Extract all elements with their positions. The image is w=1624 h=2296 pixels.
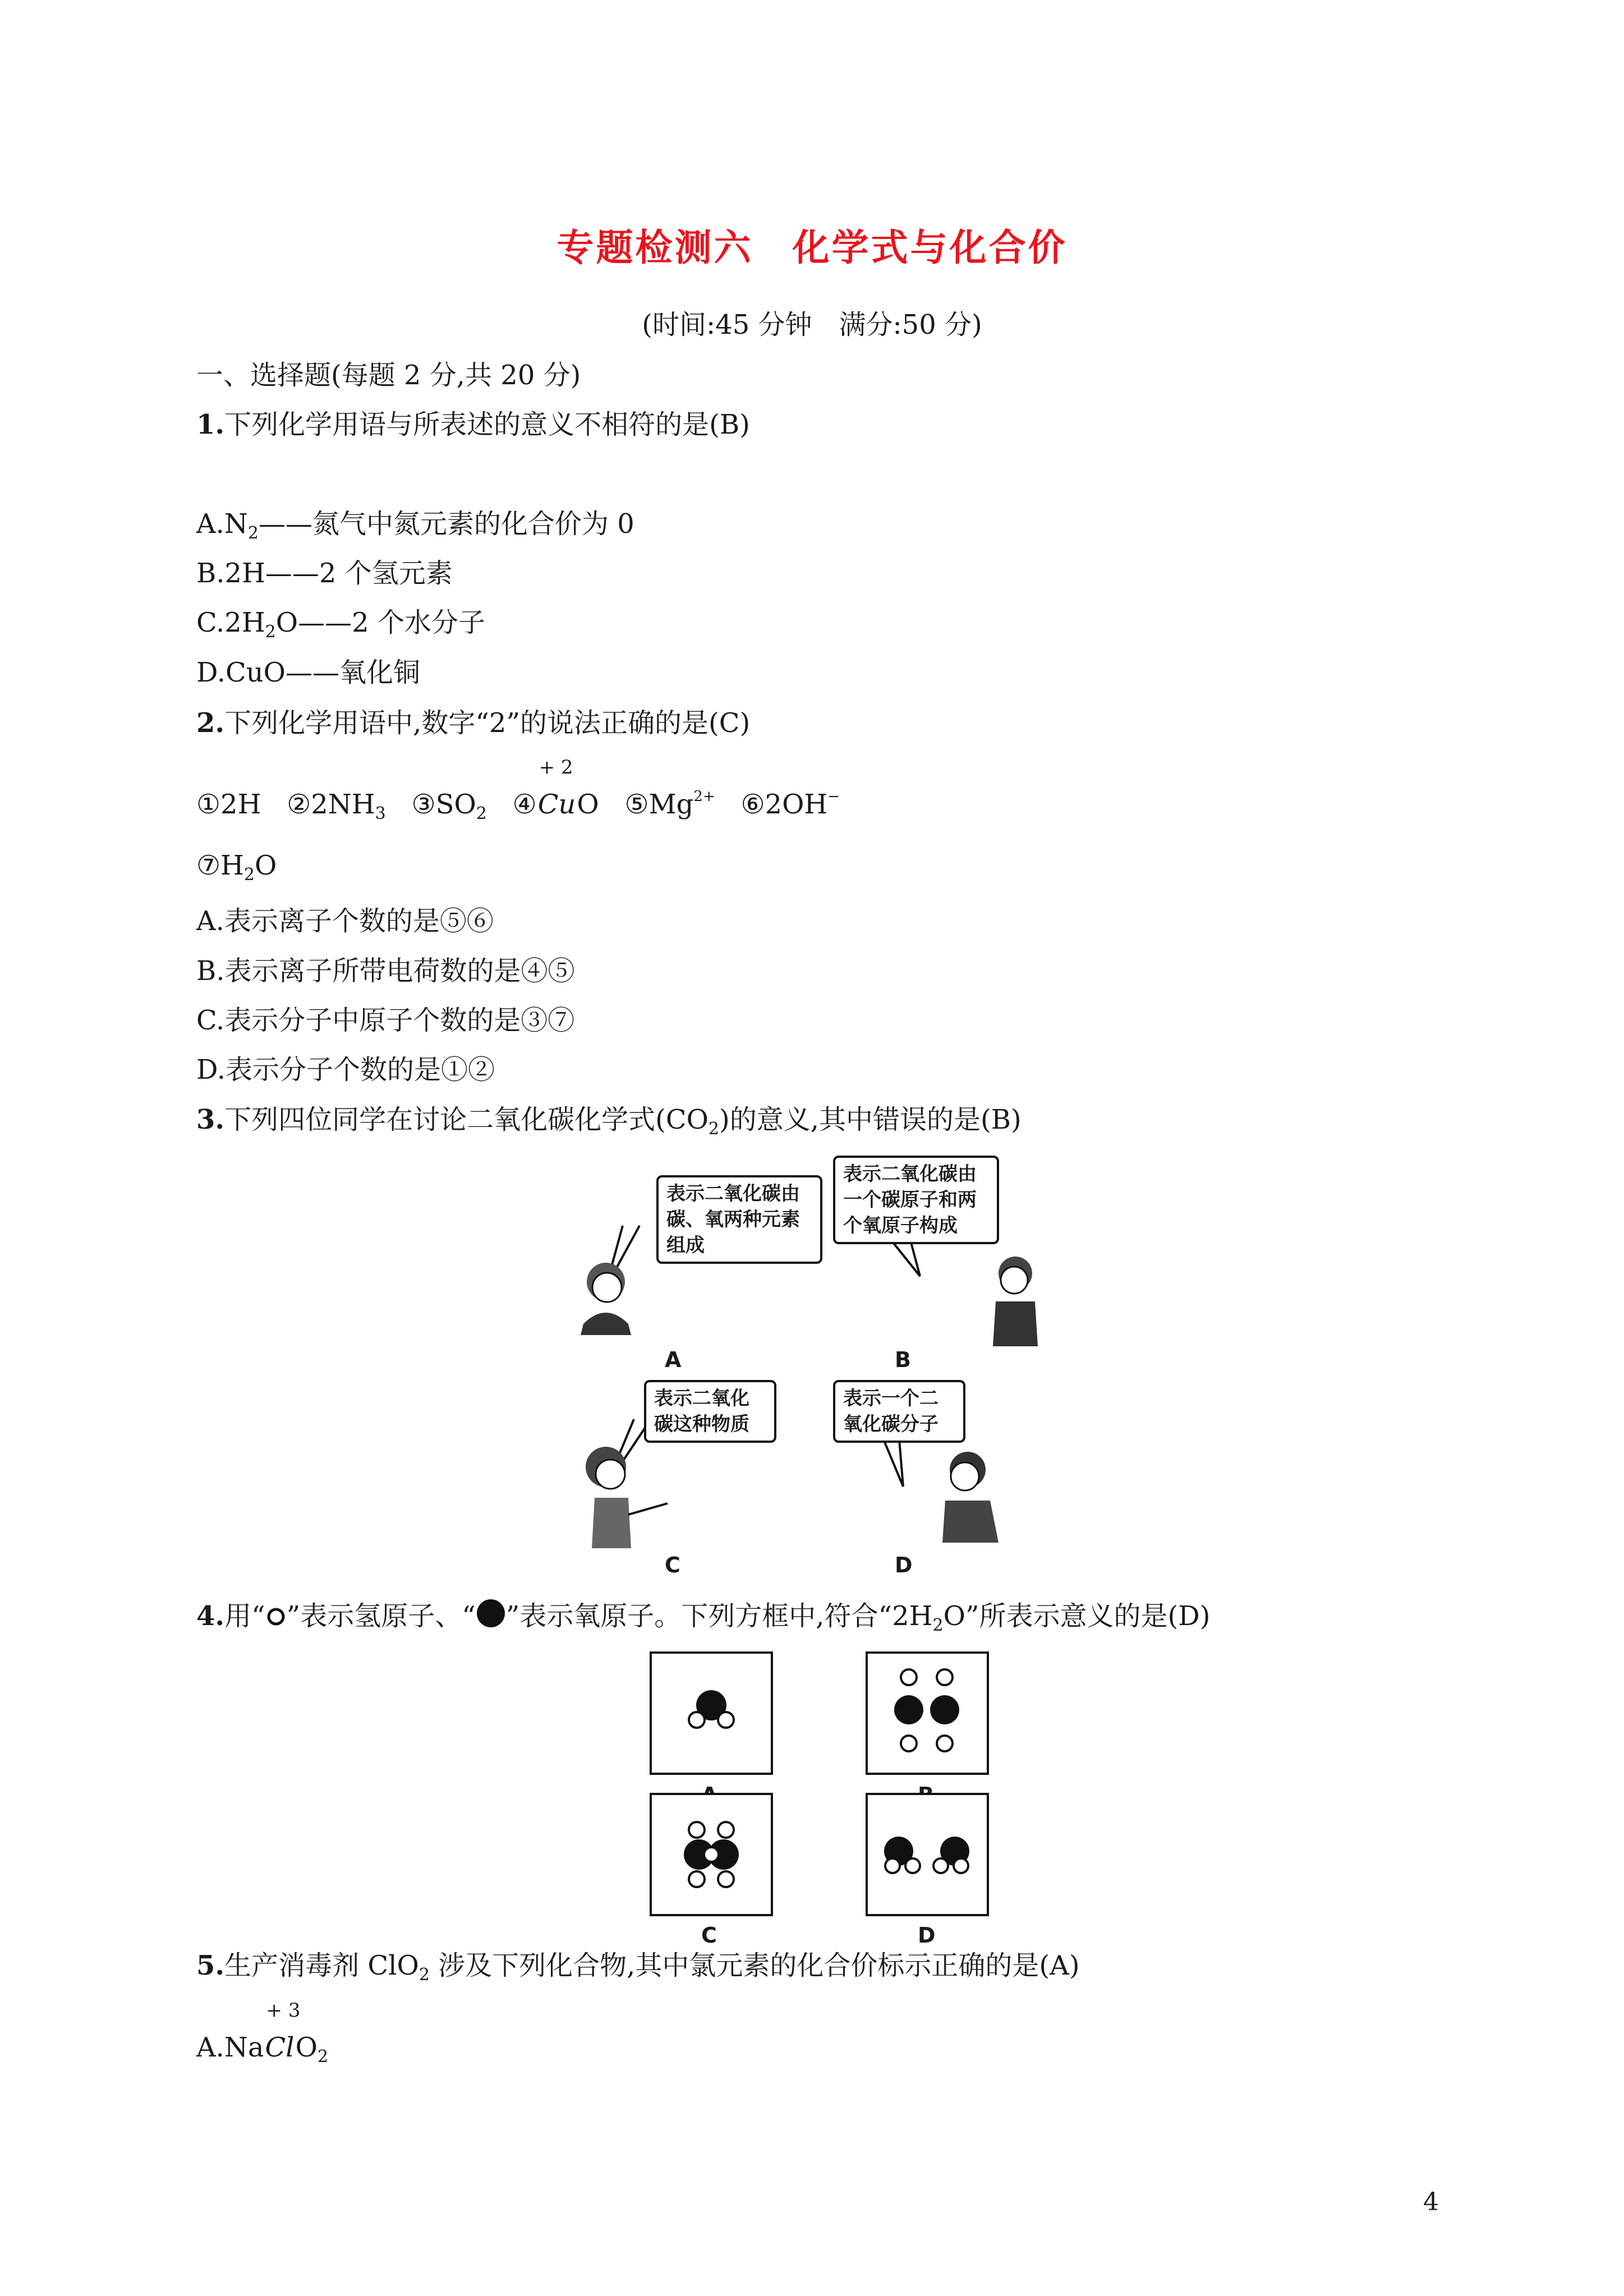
box-caption-c: C	[701, 1923, 717, 1948]
question-5-option-a: A.Na + 3 ClO$_2$	[196, 1999, 329, 2067]
speech-bubble-b: 表示二氧化碳由一个碳原子和两个氧原子构成	[833, 1156, 999, 1244]
student-b-figure	[993, 1257, 1038, 1346]
valence-cl: + 3 Cl	[265, 1999, 301, 2063]
page-number: 4	[1423, 2188, 1439, 2216]
question-1-stem: 1.下列化学用语与所表述的意义不相符的是(B)	[196, 409, 750, 440]
answer-box-b	[866, 1651, 989, 1775]
student-a-figure	[581, 1263, 631, 1335]
question-1-option-c: $C.2H_2O——2$ 个水分子	[196, 607, 485, 642]
question-1-option-b: B.2H——2 个氢元素	[196, 558, 453, 589]
exam-info: (时间:45 分钟 满分:50 分)	[642, 309, 982, 341]
question-2-option-b: B.表示离子所带电荷数的是④⑤	[196, 955, 575, 987]
answer-box-d	[866, 1793, 989, 1916]
student-c-figure	[586, 1447, 668, 1548]
question-3-stem: 3.下列四位同学在讨论二氧化碳化学式$(CO_2)$的意义,其中错误的是(B)	[196, 1104, 1022, 1139]
student-d-figure	[942, 1452, 999, 1543]
speech-bubble-c: 表示二氧化碳这种物质	[644, 1380, 776, 1443]
caption-c: C	[665, 1553, 680, 1577]
page-title: 专题检测六 化学式与化合价	[556, 226, 1068, 269]
oxygen-atom-icon	[476, 1598, 506, 1628]
question-2-item-7: $⑦H_2O$	[196, 850, 277, 885]
speech-bubble-a: 表示二氧化碳由碳、氧两种元素组成	[656, 1175, 822, 1264]
question-2-option-a: A.表示离子个数的是⑤⑥	[196, 905, 494, 937]
question-1-option-a: $A.N_2——$氮气中氮元素的化合价为 0	[196, 508, 634, 543]
question-5-stem: 5.生产消毒剂 ClO$_2$ 涉及下列化合物,其中氯元素的化合价标示正确的是(A)	[196, 1950, 1080, 1985]
question-2-stem: 2.下列化学用语中,数字“2”的说法正确的是(C)	[196, 707, 751, 739]
caption-a: A	[665, 1347, 682, 1372]
question-4-stem: 4.用“ ”表示氢原子、“ ”表示氧原子。下列方框中,符合“$2H_2O$”所表示意义的是(D)	[196, 1594, 1210, 1635]
caption-d: D	[895, 1553, 913, 1577]
box-caption-d: D	[918, 1923, 936, 1948]
speech-bubble-d: 表示一个二氧化碳分子	[833, 1380, 965, 1443]
section-heading: 一、选择题(每题 2 分,共 20 分)	[196, 360, 581, 391]
hydrogen-atom-icon	[265, 1606, 287, 1627]
question-2-option-c: C.表示分子中原子个数的是③⑦	[196, 1005, 575, 1036]
question-1-option-d: D.CuO——氧化铜	[196, 657, 421, 688]
answer-box-a	[650, 1651, 773, 1775]
answer-box-c	[650, 1793, 773, 1916]
valence-cu: + 2 Cu	[537, 756, 576, 820]
question-2-option-d: D.表示分子个数的是①②	[196, 1054, 495, 1085]
caption-b: B	[895, 1347, 911, 1372]
question-2-items: ①2H $②2NH_3$ $③SO_2$ ④ + 2 CuO $⑤Mg^{2+}$ ⑥2OH−	[196, 756, 840, 823]
students-illustration	[572, 1156, 1049, 1588]
